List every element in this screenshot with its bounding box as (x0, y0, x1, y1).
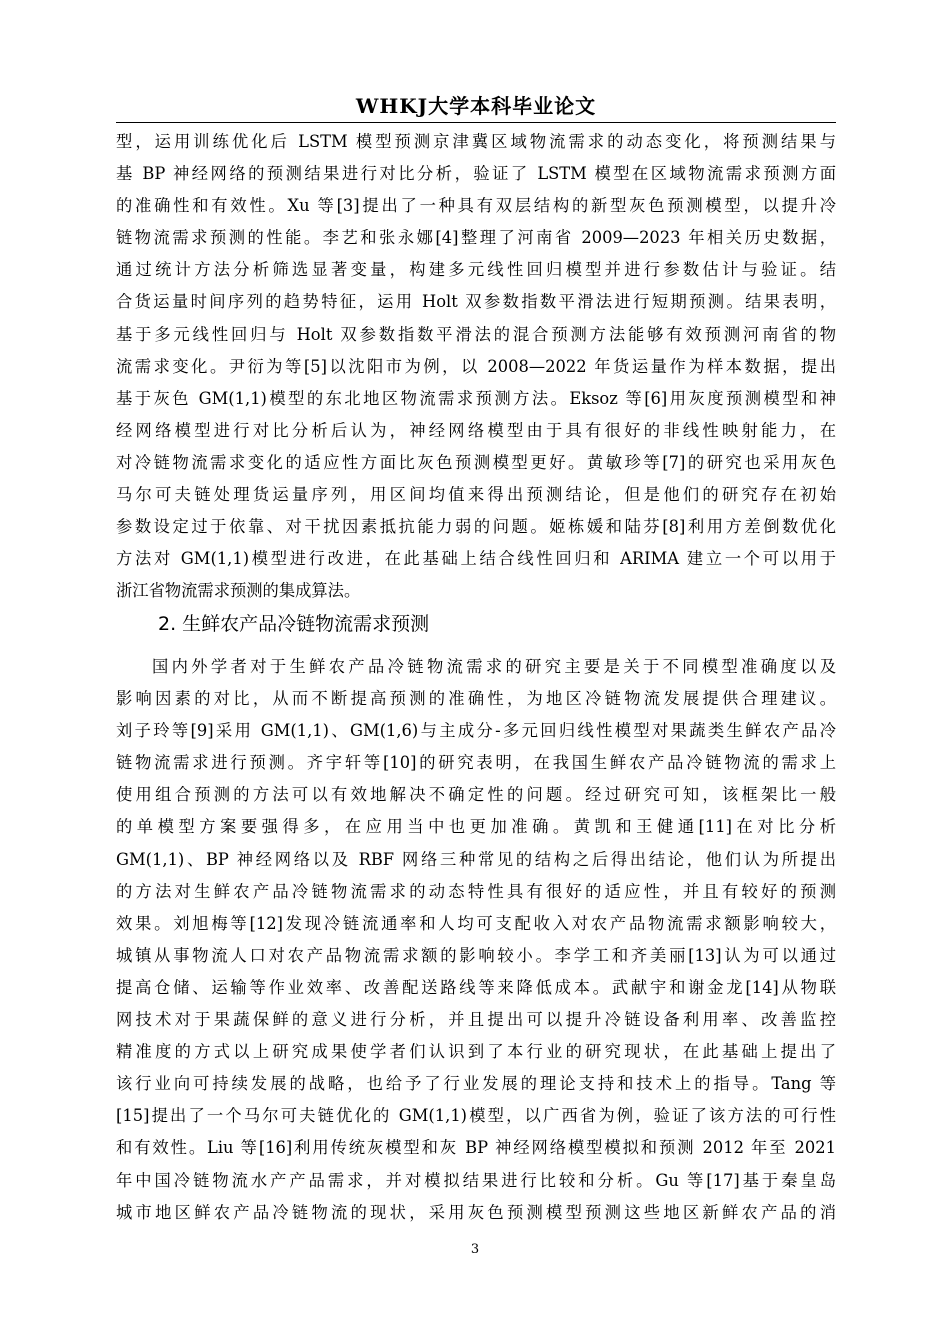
text-line: 城镇从事物流人口对农产品物流需求额的影响较小。李学工和齐美丽[13]认为可以通过 (116, 945, 836, 965)
text-line: 链物流需求进行预测。齐宇轩等[10]的研究表明，在我国生鲜农产品冷链物流的需求上 (116, 753, 836, 773)
text-line: 影响因素的对比，从而不断提高预测的准确性，为地区冷链物流发展提供合理建议。 (116, 689, 836, 709)
text-line: 的单模型方案要强得多，在应用当中也更加准确。黄凯和王健通[11]在对比分析 (116, 817, 836, 837)
text-line: 链物流需求预测的性能。李艺和张永娜[4]整理了河南省 2009—2023 年相关历史数据， (116, 228, 836, 248)
text-line: 提高仓储、运输等作业效率、改善配送路线等来降低成本。武献宇和谢金龙[14]从物联 (116, 977, 836, 997)
text-line: 流需求变化。尹衍为等[5]以沈阳市为例，以 2008—2022 年货运量作为样本数据，提出 (116, 356, 836, 376)
paragraph-2 (116, 651, 836, 1229)
text-line: 经网络模型进行对比分析后认为，神经网络模型由于具有很好的非线性映射能力，在 (116, 420, 836, 440)
text-line: 网技术对于果蔬保鲜的意义进行分析，并且提出可以提升冷链设备利用率、改善监控 (116, 1010, 836, 1030)
paragraph-1 (116, 126, 836, 607)
text-line: GM(1,1)、BP 神经网络以及 RBF 网络三种常见的结构之后得出结论，他们认为所提出 (116, 849, 836, 869)
header-rule (116, 122, 836, 123)
text-line: 方法对 GM(1,1)模型进行改进，在此基础上结合线性回归和 ARIMA 建立一个可以用于 (116, 549, 836, 569)
text-line: 参数设定过于依靠、对干扰因素抵抗能力弱的问题。姬栋媛和陆芬[8]利用方差倒数优化 (116, 517, 836, 537)
text-line: 基于灰色 GM(1,1)模型的东北地区物流需求预测方法。Eksoz 等[6]用灰度预测模型和神 (116, 388, 836, 408)
section-heading: 2. 生鲜农产品冷链物流需求预测 (158, 613, 430, 635)
text-line: 马尔可夫链处理货运量序列，用区间均值来得出预测结论，但是他们的研究存在初始 (116, 485, 836, 505)
text-line: 基于多元线性回归与 Holt 双参数指数平滑法的混合预测方法能够有效预测河南省的物 (116, 324, 836, 344)
text-line: 和有效性。Liu 等[16]利用传统灰模型和灰 BP 神经网络模型模拟和预测 2012 年至 2021 (116, 1138, 836, 1158)
text-line: 年中国冷链物流水产产品需求，并对模拟结果进行比较和分析。Gu 等[17]基于秦皇岛 (116, 1170, 836, 1190)
text-line: 该行业向可持续发展的战略，也给予了行业发展的理论支持和技术上的指导。Tang 等 (116, 1074, 836, 1094)
text-line: 城市地区鲜农产品冷链物流的现状，采用灰色预测模型预测这些地区新鲜农产品的消 (116, 1202, 836, 1222)
text-line: 的方法对生鲜农产品冷链物流需求的动态特性具有很好的适应性，并且有较好的预测 (116, 881, 836, 901)
page-header-title: WHKJ大学本科毕业论文 (355, 94, 597, 118)
text-line: 对冷链物流需求变化的适应性方面比灰色预测模型更好。黄敏珍等[7]的研究也采用灰色 (116, 452, 836, 472)
text-line: 通过统计方法分析筛选显著变量，构建多元线性回归模型并进行参数估计与验证。结 (116, 260, 836, 280)
text-line: 使用组合预测的方法可以有效地解决不确定性的问题。经过研究可知，该框架比一般 (116, 785, 836, 805)
page-number: 3 (470, 1242, 480, 1257)
text-line: 效果。刘旭梅等[12]发现冷链流通率和人均可支配收入对农产品物流需求额影响较大， (116, 913, 836, 933)
text-line: 刘子玲等[9]采用 GM(1,1)、GM(1,6)与主成分-多元回归线性模型对果蔬类生鲜农产品冷 (116, 721, 836, 741)
text-line: 浙江省物流需求预测的集成算法。 (116, 581, 361, 601)
text-line: [15]提出了一个马尔可夫链优化的 GM(1,1)模型，以广西省为例，验证了该方法的可行性 (116, 1106, 836, 1126)
text-line: 国内外学者对于生鲜农产品冷链物流需求的研究主要是关于不同模型准确度以及 (152, 657, 836, 676)
text-line: 的准确性和有效性。Xu 等[3]提出了一种具有双层结构的新型灰色预测模型，以提升冷 (116, 196, 836, 216)
text-line: 基 BP 神经网络的预测结果进行对比分析，验证了 LSTM 模型在区域物流需求预测方面 (116, 164, 836, 184)
text-line: 型，运用训练优化后 LSTM 模型预测京津冀区域物流需求的动态变化，将预测结果与 (116, 132, 836, 151)
text-line: 合货运量时间序列的趋势特征，运用 Holt 双参数指数平滑法进行短期预测。结果表明， (116, 292, 836, 312)
text-line: 精准度的方式以上研究成果使学者们认识到了本行业的研究现状，在此基础上提出了 (116, 1042, 836, 1062)
